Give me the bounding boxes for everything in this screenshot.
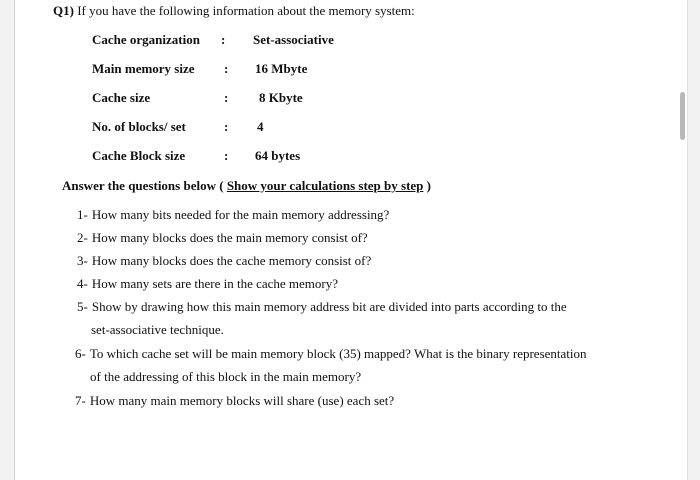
- answer-instruction: [62, 178, 431, 194]
- info-value: Set-associative: [253, 32, 334, 47]
- info-colon: :: [224, 119, 229, 134]
- question-item-2: [77, 230, 368, 246]
- question-num: 7-: [75, 393, 86, 408]
- question-item-6: [75, 346, 587, 362]
- question-item-6-continued: of the addressing of this block in the main memory?: [90, 369, 362, 384]
- question-num: 6-: [75, 346, 86, 361]
- question-text: How many blocks does the cache memory consist of?: [91, 253, 372, 268]
- info-colon: :: [221, 32, 226, 47]
- answer-suffix: ): [423, 178, 431, 193]
- info-value: 64 bytes: [255, 148, 301, 163]
- question-text: To which cache set will be main memory block (35) mapped? What is the binary representation: [89, 346, 587, 361]
- info-colon: :: [224, 148, 229, 163]
- question-text: How many bits needed for the main memory addressing?: [91, 207, 390, 222]
- question-number: Q1): [53, 3, 74, 18]
- question-title: [53, 3, 415, 19]
- question-text: Show by drawing how this main memory address bit are divided into parts according to the: [91, 299, 567, 314]
- question-text: How many sets are there in the cache memory?: [91, 276, 339, 291]
- answer-prefix: Answer the questions below (: [62, 178, 227, 193]
- question-num: 1-: [77, 207, 88, 222]
- info-colon: :: [224, 61, 229, 76]
- info-label: No. of blocks/ set: [92, 119, 186, 134]
- info-value: 16 Mbyte: [255, 61, 308, 76]
- document-page: [14, 0, 688, 480]
- question-item-7: [75, 393, 394, 409]
- question-num: 3-: [77, 253, 88, 268]
- info-label: Cache size: [92, 90, 151, 105]
- info-label: Main memory size: [92, 61, 195, 76]
- question-intro: If you have the following information about the memory system:: [77, 3, 415, 18]
- vertical-scrollbar[interactable]: [680, 92, 685, 140]
- info-value: 8 Kbyte: [259, 90, 303, 105]
- question-text: How many blocks does the main memory consist of?: [91, 230, 368, 245]
- question-text: How many main memory blocks will share (use) each set?: [89, 393, 395, 408]
- info-value: 4: [257, 119, 264, 134]
- question-num: 5-: [77, 299, 88, 314]
- question-item-5: [77, 299, 567, 315]
- info-label: Cache Block size: [92, 148, 186, 163]
- question-item-1: [77, 207, 389, 223]
- question-item-4: [77, 276, 338, 292]
- question-num: 4-: [77, 276, 88, 291]
- info-label: Cache organization: [92, 32, 200, 47]
- info-colon: :: [224, 90, 229, 105]
- answer-emphasis: Show your calculations step by step: [226, 178, 424, 193]
- question-num: 2-: [77, 230, 88, 245]
- question-item-5-continued: set-associative technique.: [91, 322, 224, 337]
- question-item-3: [77, 253, 371, 269]
